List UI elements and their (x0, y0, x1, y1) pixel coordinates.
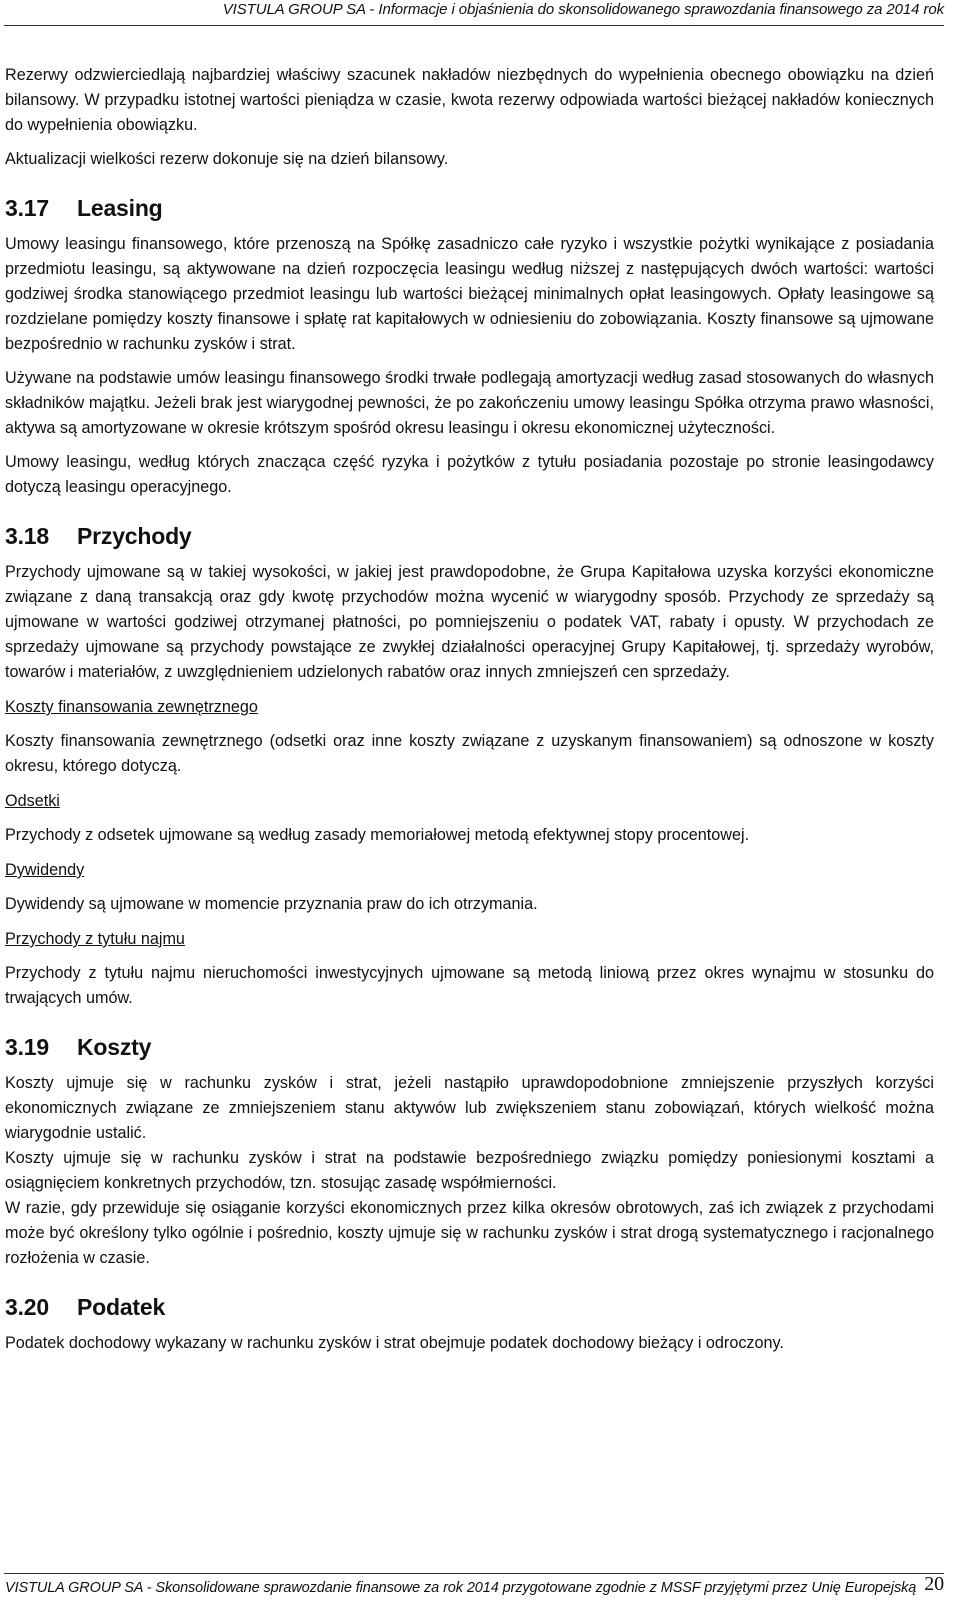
intro-paragraph-2: Aktualizacji wielkości rezerw dokonuje się na dzień bilansowy. (5, 150, 449, 168)
section-title: Leasing (77, 195, 163, 221)
section-heading-przychody (5, 520, 934, 552)
document-body (5, 63, 934, 1365)
leasing-paragraph-3: Umowy leasingu, według których znacząca część ryzyka i pożytków z tytułu posiadania pozostaje po stronie leasingodawcy dotyczą leasingu operacyjnego. (5, 453, 934, 496)
dywidendy-text: Dywidendy są ujmowane w momencie przyznania praw do ich otrzymania. (5, 895, 538, 913)
section-heading-podatek (5, 1291, 934, 1323)
section-title: Podatek (77, 1294, 166, 1320)
leasing-paragraph-2: Używane na podstawie umów leasingu finansowego środki trwałe podlegają amortyzacji według zasad stosowanych do własnych składników majątku. Jeżeli brak jest wiarygodnej pewności, że po zakończeniu umowy leasingu Spółka otrzyma prawo własności, aktywa są amortyzowane w okresie krótszym spośród okresu leasingu i okresu ekonomicznej użyteczności. (5, 369, 934, 437)
przychody-najmu-text: Przychody z tytułu najmu nieruchomości inwestycyjnych ujmowane są metodą liniową przez okres wynajmu w stosunku do trwających umów. (5, 964, 934, 1007)
section-number: 3.17 (5, 195, 49, 221)
leasing-paragraph-1: Umowy leasingu finansowego, które przenoszą na Spółkę zasadniczo całe ryzyko i wszystkie pożytki wynikające z posiadania przedmiotu leasingu, są aktywowane na dzień rozpoczęcia leasingu według niższej z następujących dwóch wartości: wartości godziwej środka stanowiącego przedmiot leasingu lub wartości bieżącej minimalnych opłat leasingowych. Opłaty leasingowe są rozdzielane pomiędzy koszty finansowe i spłatę rat kapitałowych w odniesieniu do zobowiązania. Koszty finansowe są ujmowane bezpośrednio w rachunku zysków i strat. (5, 235, 934, 353)
intro-paragraph-1: Rezerwy odzwierciedlają najbardziej właściwy szacunek nakładów niezbędnych do wypełnienia obecnego obowiązku na dzień bilansowy. W przypadku istotnej wartości pieniądza w czasie, kwota rezerwy odpowiada wartości bieżącej nakładów koniecznych do wypełnienia obowiązku. (5, 66, 934, 134)
section-number: 3.18 (5, 523, 49, 549)
footer-divider (4, 1573, 944, 1574)
koszty-paragraph-2: Koszty ujmuje się w rachunku zysków i strat na podstawie bezpośredniego związku pomiędzy poniesionymi kosztami a osiągnięciem konkretnych przychodów, tzn. stosując zasadę współmierności. (5, 1149, 934, 1192)
section-title: Przychody (77, 523, 192, 549)
koszty-finansowania-text: Koszty finansowania zewnętrznego (odsetki oraz inne koszty związane z uzyskanym finansowaniem) są odnoszone w koszty okresu, którego dotyczą. (5, 732, 934, 775)
koszty-paragraph-3: W razie, gdy przewiduje się osiąganie korzyści ekonomicznych przez kilka okresów obrotowych, zaś ich związek z przychodami może być określony tylko ogólnie i pośrednio, koszty ujmuje się w rachunku zysków i strat drogą systematycznego i racjonalnego rozłożenia w czasie. (5, 1199, 934, 1267)
subheading-dywidendy: Dywidendy (5, 861, 85, 879)
running-header: VISTULA GROUP SA - Informacje i objaśnienia do skonsolidowanego sprawozdania finansowego za 2014 rok (222, 1, 944, 18)
section-number: 3.19 (5, 1034, 49, 1060)
footer-text: VISTULA GROUP SA - Skonsolidowane sprawozdanie finansowe za rok 2014 przygotowane zgodnie z MSSF przyjętymi przez Unię Europejską (5, 1580, 917, 1596)
subheading-przychody-najmu: Przychody z tytułu najmu (5, 930, 185, 948)
koszty-paragraph-1: Koszty ujmuje się w rachunku zysków i strat, jeżeli nastąpiło uprawdopodobnione zmniejszenie przyszłych korzyści ekonomicznych związane ze zmniejszeniem stanu aktywów lub zwiększeniem stanu zobowiązań, których wielkość można wiarygodnie ustalić. (5, 1074, 934, 1142)
running-footer (5, 1573, 944, 1601)
podatek-paragraph-1: Podatek dochodowy wykazany w rachunku zysków i strat obejmuje podatek dochodowy bieżący i odroczony. (5, 1334, 784, 1352)
section-heading-leasing (5, 192, 934, 224)
section-heading-koszty (5, 1031, 934, 1063)
header-divider (4, 25, 944, 26)
page-number: 20 (924, 1573, 944, 1595)
przychody-paragraph-1: Przychody ujmowane są w takiej wysokości, w jakiej jest prawdopodobne, że Grupa Kapitałowa uzyska korzyści ekonomiczne związane z daną transakcją oraz gdy kwotę przychodów można wycenić w wiarygodny sposób. Przychody ze sprzedaży są ujmowane w wartości godziwej otrzymanej płatności, po pomniejszeniu o podatek VAT, rabaty i opusty. W przychodach ze sprzedaży ujmowane są przychody powstające ze zwykłej działalności operacyjnej Grupy Kapitałowej, tj. sprzedaży wyrobów, towarów i materiałów, z uwzględnieniem udzielonych rabatów oraz innych zmniejszeń cen sprzedaży. (5, 563, 934, 681)
subheading-odsetki: Odsetki (5, 792, 60, 810)
section-title: Koszty (77, 1034, 152, 1060)
section-number: 3.20 (5, 1294, 49, 1320)
odsetki-text: Przychody z odsetek ujmowane są według zasady memoriałowej metodą efektywnej stopy procentowej. (5, 826, 750, 844)
subheading-koszty-finansowania: Koszty finansowania zewnętrznego (5, 698, 258, 716)
